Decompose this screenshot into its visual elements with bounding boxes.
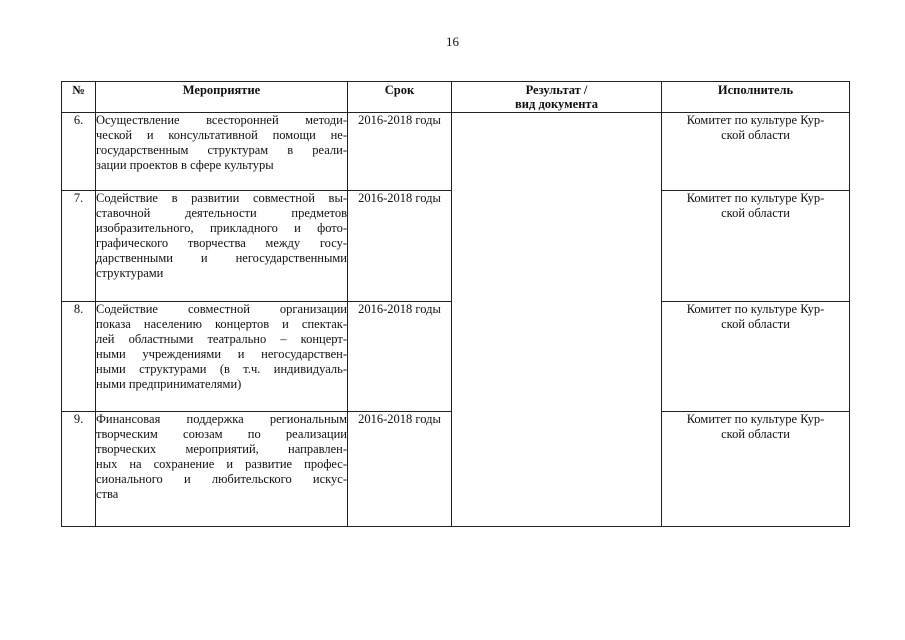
event-text-line: государственным структурам в реали- — [96, 143, 347, 157]
event-text-line: ставочной деятельности предметов — [96, 206, 347, 220]
header-result — [452, 82, 662, 113]
event-text-line: Содействие в развитии совместной вы- — [96, 191, 347, 205]
executor-text-line: ской области — [721, 427, 790, 441]
header-term: Срок — [348, 82, 452, 113]
event-text-line: графического творчества между госу- — [96, 236, 347, 250]
event-cell — [96, 191, 348, 302]
event-text-line: ными структурами (в т.ч. индивидуаль- — [96, 362, 347, 376]
header-result-line: Результат / — [525, 83, 588, 97]
table-row — [62, 113, 850, 191]
event-text-line: зации проектов в сфере культуры — [96, 158, 274, 172]
executor-cell — [662, 191, 850, 302]
event-cell — [96, 113, 348, 191]
row-number: 6. — [62, 113, 96, 191]
result-cell — [452, 113, 662, 527]
event-text-line: Финансовая поддержка региональным — [96, 412, 347, 426]
event-cell — [96, 302, 348, 412]
executor-cell — [662, 412, 850, 527]
event-text-line: ства — [96, 487, 119, 501]
term-cell: 2016-2018 годы — [348, 191, 452, 302]
header-executor: Исполнитель — [662, 82, 850, 113]
event-text-line: изобразительного, прикладного и фото- — [96, 221, 347, 235]
event-text-line: ческой и консультативной помощи не- — [96, 128, 347, 142]
term-cell: 2016-2018 годы — [348, 302, 452, 412]
event-text-line: ных на сохранение и развитие профес- — [96, 457, 347, 471]
executor-text-line: ской области — [721, 317, 790, 331]
event-text-line: структурами — [96, 266, 164, 280]
executor-text-line: Комитет по культуре Кур- — [686, 113, 825, 127]
event-text-line: ными учреждениями и негосударствен- — [96, 347, 347, 361]
header-result-line: вид документа — [515, 97, 598, 111]
page-number: 16 — [446, 34, 459, 49]
executor-cell — [662, 302, 850, 412]
executor-text-line: ской области — [721, 206, 790, 220]
header-event: Мероприятие — [96, 82, 348, 113]
executor-cell — [662, 113, 850, 191]
executor-text-line: Комитет по культуре Кур- — [686, 412, 825, 426]
term-cell: 2016-2018 годы — [348, 412, 452, 527]
event-text-line: показа населению концертов и спектак- — [96, 317, 347, 331]
event-text-line: лей областными театрально – концерт- — [96, 332, 347, 346]
header-num: № — [62, 82, 96, 113]
event-text-line: ными предпринимателями) — [96, 377, 242, 391]
event-text-line: творческих мероприятий, направлен- — [96, 442, 347, 456]
event-text-line: Осуществление всесторонней методи- — [96, 113, 347, 127]
term-cell: 2016-2018 годы — [348, 113, 452, 191]
event-text-line: Содействие совместной организации — [96, 302, 347, 316]
event-text-line: сионального и любительского искус- — [96, 472, 347, 486]
executor-text-line: ской области — [721, 128, 790, 142]
event-text-line: дарственными и негосударственными — [96, 251, 347, 265]
row-number: 7. — [62, 191, 96, 302]
event-text-line: творческим союзам по реализации — [96, 427, 347, 441]
executor-text-line: Комитет по культуре Кур- — [686, 191, 825, 205]
executor-text-line: Комитет по культуре Кур- — [686, 302, 825, 316]
row-number: 8. — [62, 302, 96, 412]
events-table — [61, 81, 850, 527]
event-cell — [96, 412, 348, 527]
table-header-row — [62, 82, 850, 113]
row-number: 9. — [62, 412, 96, 527]
